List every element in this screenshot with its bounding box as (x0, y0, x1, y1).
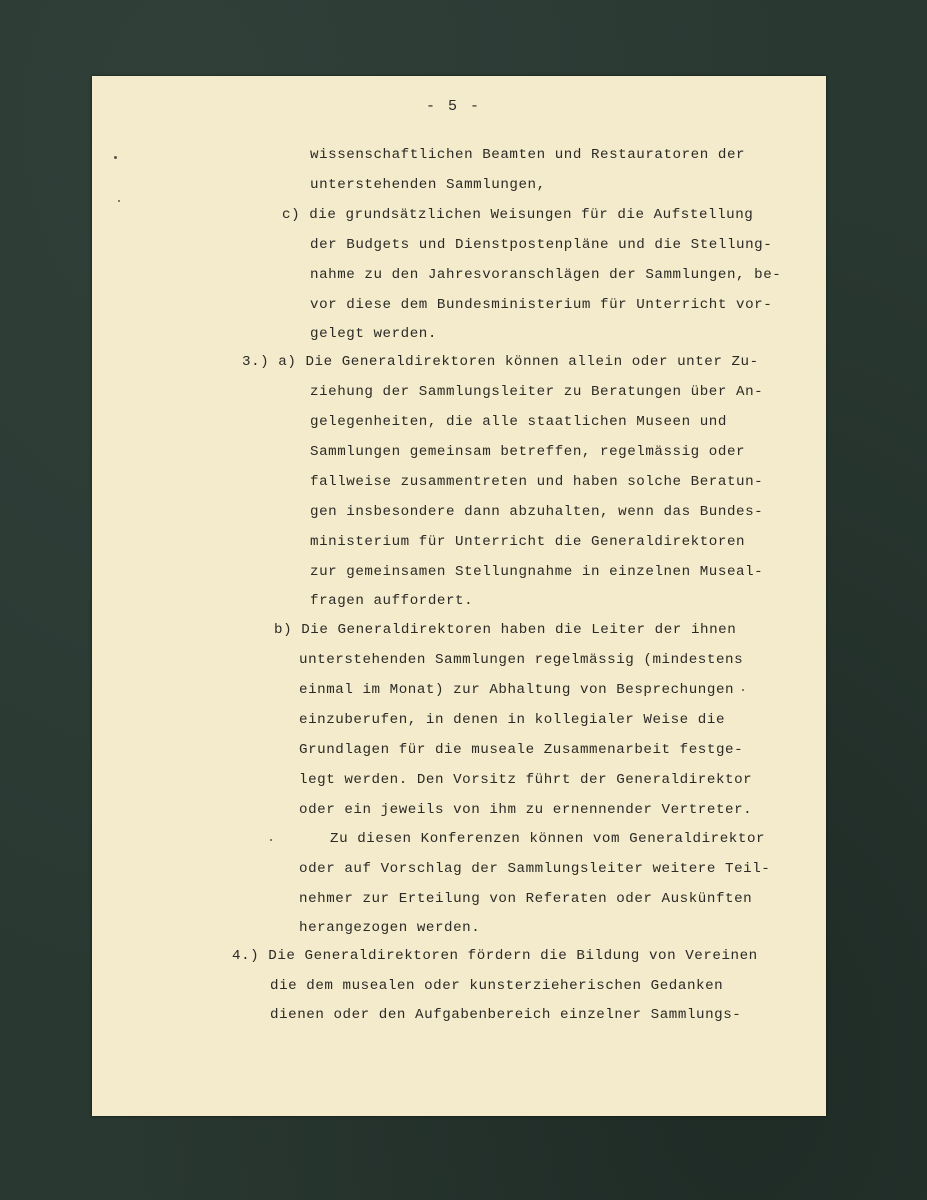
text-line: einzuberufen, in denen in kollegialer Weise die (299, 712, 726, 728)
text-line: Sammlungen gemeinsam betreffen, regelmässig oder (310, 444, 746, 460)
text-line: gelegt werden. (310, 326, 437, 342)
text-line: der Budgets und Dienstpostenpläne und die Stellung- (310, 237, 773, 253)
text-line: wissenschaftlichen Beamten und Restauratoren der (310, 147, 746, 163)
text-line: fallweise zusammentreten und haben solche Beratun- (310, 474, 764, 490)
text-line: ziehung der Sammlungsleiter zu Beratungen über An- (310, 384, 764, 400)
text-line: zur gemeinsamen Stellungnahme in einzelnen Museal- (310, 564, 764, 580)
text-line: legt werden. Den Vorsitz führt der Generaldirektor (299, 772, 753, 788)
text-line: gen insbesondere dann abzuhalten, wenn das Bundes- (310, 504, 764, 520)
text-line: 4.) Die Generaldirektoren fördern die Bildung von Vereinen (232, 948, 758, 964)
paper-speck (118, 200, 120, 202)
page-number: - 5 - (426, 98, 482, 115)
typewritten-page (92, 76, 826, 1116)
text-line: einmal im Monat) zur Abhaltung von Besprechungen (299, 682, 735, 698)
text-line: herangezogen werden. (299, 920, 481, 936)
paper-speck (270, 839, 272, 841)
text-line: Zu diesen Konferenzen können vom Generaldirektor (330, 831, 766, 847)
text-line: dienen oder den Aufgabenbereich einzelner Sammlungs- (270, 1007, 742, 1023)
text-line: unterstehenden Sammlungen, (310, 177, 546, 193)
text-line: b) Die Generaldirektoren haben die Leiter der ihnen (274, 622, 737, 638)
text-line: oder auf Vorschlag der Sammlungsleiter weitere Teil- (299, 861, 771, 877)
text-line: vor diese dem Bundesministerium für Unterricht vor- (310, 297, 773, 313)
text-line: ministerium für Unterricht die Generaldirektoren (310, 534, 746, 550)
text-line: gelegenheiten, die alle staatlichen Museen und (310, 414, 727, 430)
text-line: oder ein jeweils von ihm zu ernennender Vertreter. (299, 802, 753, 818)
text-line: c) die grundsätzlichen Weisungen für die Aufstellung (282, 207, 754, 223)
text-line: unterstehenden Sammlungen regelmässig (mindestens (299, 652, 744, 668)
text-line: fragen auffordert. (310, 593, 474, 609)
text-line: Grundlagen für die museale Zusammenarbeit festge- (299, 742, 744, 758)
text-line: nehmer zur Erteilung von Referaten oder Auskünften (299, 891, 753, 907)
text-line: 3.) a) Die Generaldirektoren können allein oder unter Zu- (242, 354, 759, 370)
paper-speck (114, 156, 117, 159)
text-line: nahme zu den Jahresvoranschlägen der Sammlungen, be- (310, 267, 782, 283)
text-line: die dem musealen oder kunsterzieherischen Gedanken (270, 978, 724, 994)
paper-speck (742, 689, 744, 691)
